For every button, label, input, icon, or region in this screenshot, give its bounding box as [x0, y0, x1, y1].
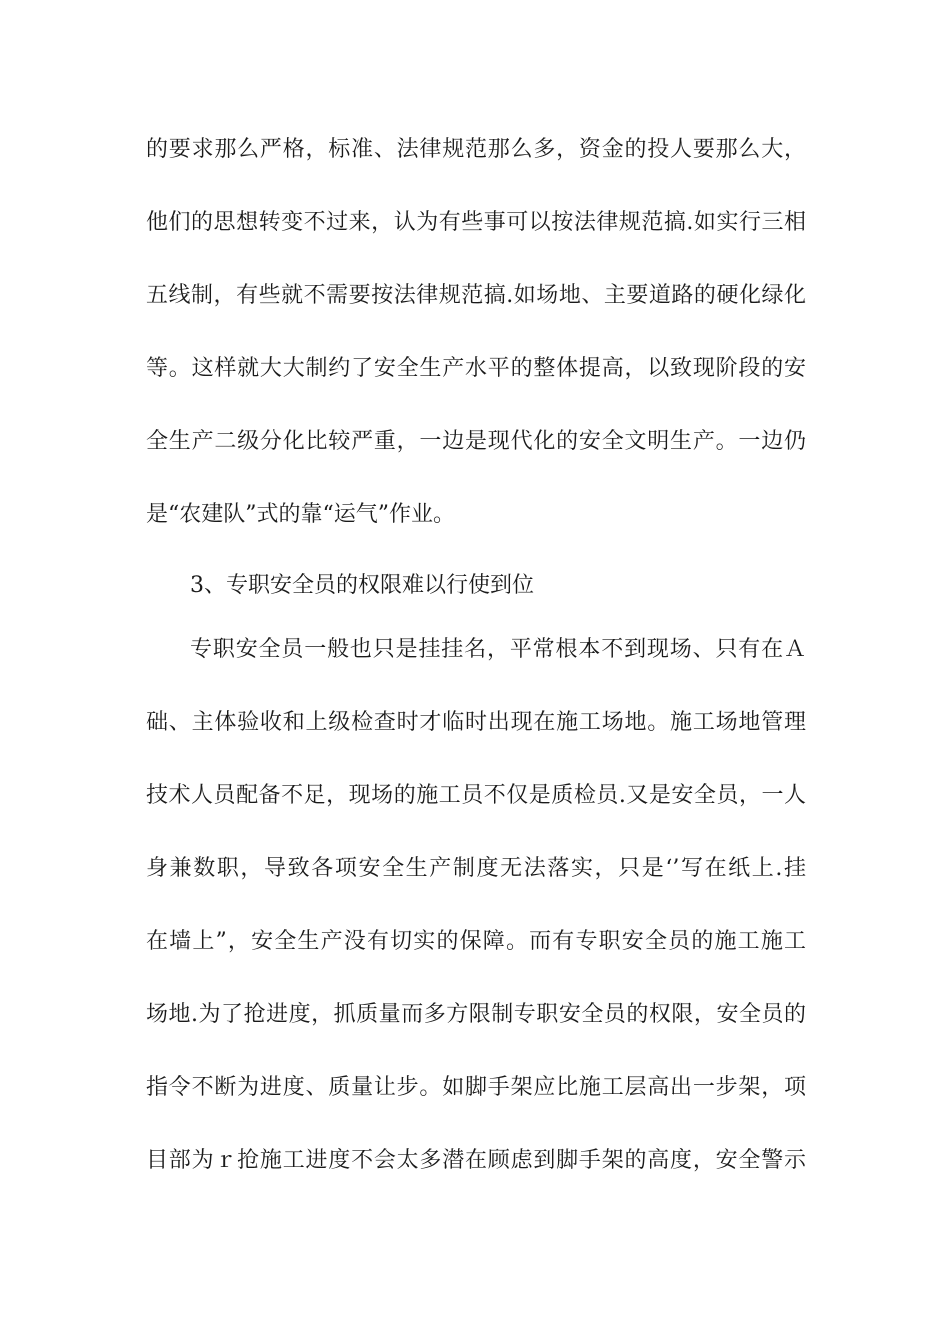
- section-heading: 3、专职安全员的权限难以行使到位: [190, 573, 534, 598]
- paragraph-line: 他们的思想转变不过来，认为有些事可以按法律规范搞.如实行三相: [146, 210, 806, 235]
- paragraph-line: 身兼数职，导致各项安全生产制度无法落实，只是‘’写在纸上.挂: [146, 856, 806, 881]
- paragraph-line: 础、主体验收和上级检查时才临时出现在施工场地。施工场地管理: [146, 710, 806, 735]
- paragraph-line: 专职安全员一般也只是挂挂名，平常根本不到现场、只有在Ａ: [190, 637, 806, 662]
- paragraph-line: 场地.为了抢进度，抓质量而多方限制专职安全员的权限，安全员的: [146, 1002, 806, 1027]
- paragraph-line: 技术人员配备不足，现场的施工员不仅是质检员.又是安全员，一人: [146, 783, 806, 808]
- paragraph-line: 是“农建队”式的靠“运气”作业。: [146, 502, 455, 527]
- paragraph-line: 指令不断为进度、质量让步。如脚手架应比施工层高出一步架，项: [146, 1075, 806, 1100]
- paragraph-line: 五线制，有些就不需要按法律规范搞.如场地、主要道路的硬化绿化: [146, 283, 806, 308]
- paragraph-line: 等。这样就大大制约了安全生产水平的整体提高，以致现阶段的安: [146, 356, 806, 381]
- paragraph-line: 的要求那么严格，标准、法律规范那么多，资金的投人要那么大，: [146, 137, 806, 162]
- paragraph-line: 在墙上”，安全生产没有切实的保障。而有专职安全员的施工施工: [146, 929, 806, 954]
- paragraph-line: 目部为ｒ抢施工进度不会太多潜在顾虑到脚手架的高度，安全警示: [146, 1148, 806, 1173]
- paragraph-line: 全生产二级分化比较严重，一边是现代化的安全文明生产。一边仍: [146, 429, 806, 454]
